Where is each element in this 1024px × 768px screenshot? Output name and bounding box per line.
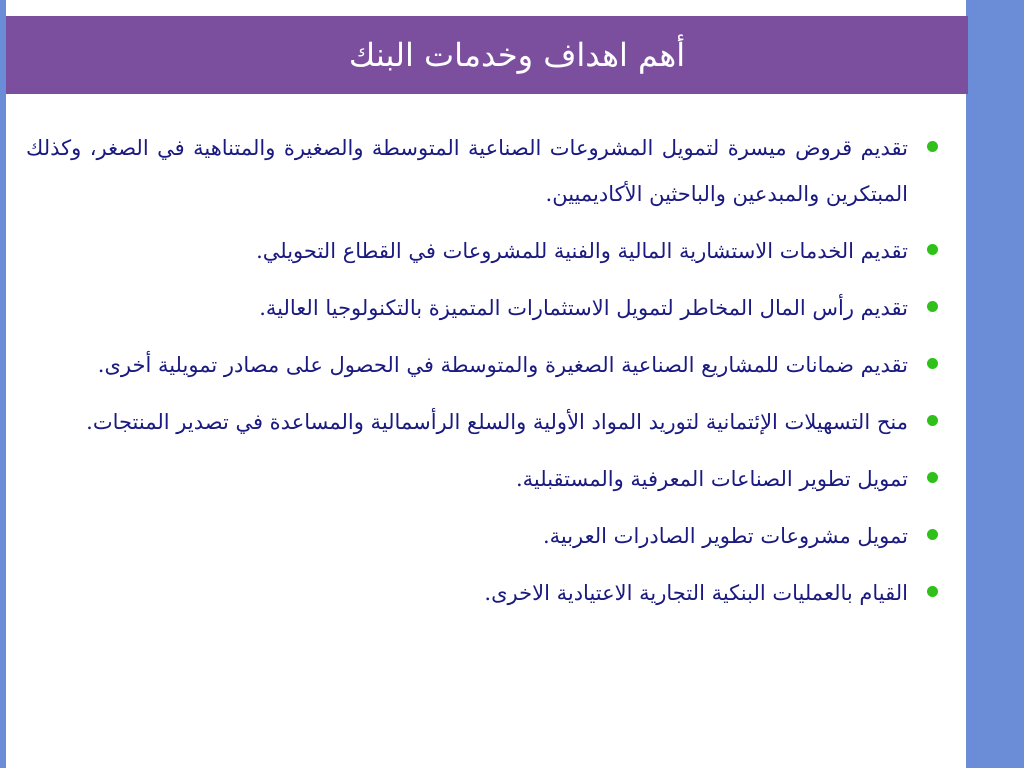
bullet-item bbox=[26, 228, 938, 274]
bullet-text: تمويل تطوير الصناعات المعرفية والمستقبلية. bbox=[515, 467, 908, 491]
bullet-dot-icon bbox=[927, 301, 938, 312]
bullet-dot-icon bbox=[927, 472, 938, 483]
bullet-text: تقديم الخدمات الاستشارية المالية والفنية للمشروعات في القطاع التحويلي. bbox=[256, 239, 908, 263]
bullet-dot-icon bbox=[927, 415, 938, 426]
bullet-text: تقديم رأس المال المخاطر لتمويل الاستثمارات المتميزة بالتكنولوجيا العالية. bbox=[259, 296, 908, 320]
bullet-text: تقديم ضمانات للمشاريع الصناعية الصغيرة والمتوسطة في الحصول على مصادر تمويلية أخرى. bbox=[97, 353, 908, 377]
bullet-dot-icon bbox=[927, 586, 938, 597]
bullet-dot-icon bbox=[927, 358, 938, 369]
bullet-dot-icon bbox=[927, 141, 938, 152]
bullet-dot-icon bbox=[927, 529, 938, 540]
bullet-item bbox=[26, 342, 938, 388]
bullet-item bbox=[26, 513, 938, 559]
content-area bbox=[26, 125, 938, 627]
title-bar bbox=[6, 16, 968, 94]
right-side-bar bbox=[966, 0, 1024, 768]
slide-title: أهم اهداف وخدمات البنك bbox=[348, 36, 686, 74]
bullet-text: القيام بالعمليات البنكية التجارية الاعتيادية الاخرى. bbox=[484, 581, 908, 605]
bullet-dot-icon bbox=[927, 244, 938, 255]
bullet-item bbox=[26, 570, 938, 616]
bullet-item bbox=[26, 285, 938, 331]
bullet-text: تمويل مشروعات تطوير الصادرات العربية. bbox=[542, 524, 908, 548]
bullet-text: منح التسهيلات الإئتمانية لتوريد المواد الأولية والسلع الرأسمالية والمساعدة في تصدير المنتجات. bbox=[86, 410, 908, 434]
bullet-text: تقديم قروض ميسرة لتمويل المشروعات الصناعية المتوسطة والصغيرة والمتناهية في الصغر، وكذلك المبتكرين والمبدعين والباحثين الأكاديميين. bbox=[26, 136, 908, 206]
bullet-item bbox=[26, 399, 938, 445]
left-border bbox=[0, 0, 6, 768]
bullet-list bbox=[26, 125, 938, 616]
bullet-item bbox=[26, 125, 938, 217]
bullet-item bbox=[26, 456, 938, 502]
